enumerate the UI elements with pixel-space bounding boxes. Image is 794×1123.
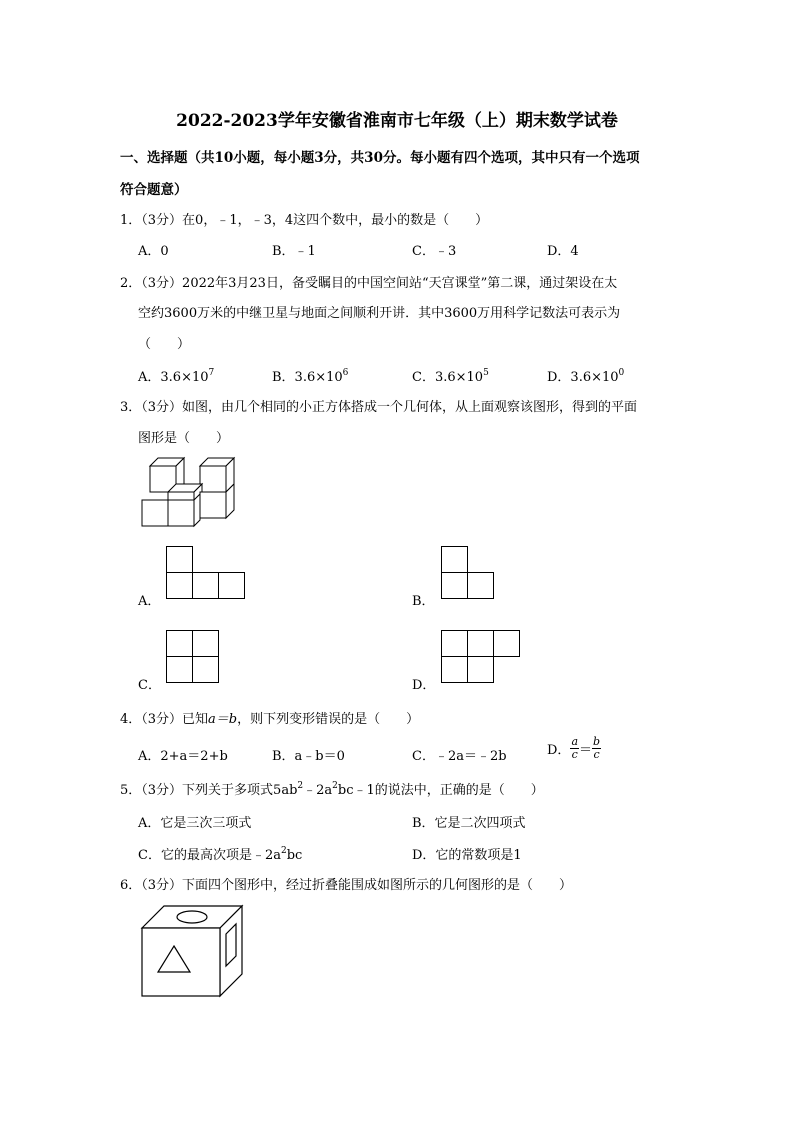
q4-option-b: B．a﹣b＝0 — [272, 749, 345, 764]
q3-option-b-grid — [441, 546, 497, 600]
q4-option-c: C．﹣2a＝﹣2b — [412, 749, 507, 764]
q3-option-c-label: C． — [138, 678, 161, 693]
q3-option-a-label: A． — [138, 594, 161, 609]
q5-option-c: C．它的最高次项是$﹣2a^2bc$ — [138, 846, 303, 863]
q1-option-b: B．﹣1 — [272, 244, 316, 259]
q4-option-a: A．2+a＝2+b — [138, 749, 228, 764]
q1-stem: 1．（3分）在0，﹣1，﹣3，4这四个数中，最小的数是（ ） — [120, 213, 489, 228]
q3-option-b-label: B． — [412, 594, 435, 609]
fraction-a-over-c: $\frac{a}{c}$ — [571, 735, 578, 761]
q5-option-d: D．它的常数项是1 — [412, 848, 522, 863]
q2-stem-line2: 空约3600万米的中继卫星与地面之间顺利开讲．其中3600万用科学记数法可表示为 — [138, 306, 621, 321]
q2-option-d: D．$3.6\times 10^0$ — [547, 368, 625, 385]
q6-stem: 6．（3分）下面四个图形中，经过折叠能围成如图所示的几何图形的是（ ） — [120, 878, 573, 893]
q2-stem-line3: （ ） — [138, 337, 191, 352]
fraction-b-over-c: $\frac{b}{c}$ — [593, 735, 601, 761]
q5-option-b: B．它是二次四项式 — [412, 816, 526, 831]
q5-option-a: A．它是三次三项式 — [138, 816, 252, 831]
page-title: 2022-2023学年安徽省淮南市七年级（上）期末数学试卷 — [176, 111, 618, 131]
section-heading-line1: 一、选择题（共10小题，每小题3分，共30分。每小题有四个选项，其中只有一个选项 — [120, 150, 640, 166]
q3-option-c-grid — [166, 630, 222, 684]
symbol-cube-figure — [138, 904, 248, 1000]
q3-stem-line1: 3．（3分）如图，由几个相同的小正方体搭成一个几何体，从上面观察该图形，得到的平面 — [120, 400, 638, 415]
q3-option-d-grid — [441, 630, 523, 684]
cube-stack-figure — [136, 452, 246, 532]
q3-option-d-label: D． — [412, 678, 436, 693]
q4-stem: 4．（3分）已知a＝b，则下列变形错误的是（ ） — [120, 712, 420, 727]
section-heading-line2: 符合题意） — [120, 182, 188, 198]
q2-option-c: C．$3.6\times 10^5$ — [412, 368, 489, 385]
q4-option-d: D． $\frac{a}{c}$ ＝ $\frac{b}{c}$ — [547, 735, 601, 761]
q1-option-d: D．4 — [547, 244, 579, 259]
q2-option-b: B．$3.6\times 10^6$ — [272, 368, 349, 385]
q2-stem-line1: 2．（3分）2022年3月23日，备受瞩目的中国空间站“天宫课堂”第二课，通过架设在太 — [120, 276, 618, 291]
q2-option-a: A．$3.6\times 10^7$ — [138, 368, 215, 385]
q1-option-c: C．﹣3 — [412, 244, 457, 259]
q3-option-a-grid — [166, 546, 246, 600]
q3-stem-line2: 图形是（ ） — [138, 431, 230, 446]
q1-option-a: A．0 — [138, 244, 169, 259]
q5-stem: 5．（3分）下列关于多项式$5ab^2﹣2a^2bc﹣1$的说法中，正确的是（ ） — [120, 781, 544, 798]
